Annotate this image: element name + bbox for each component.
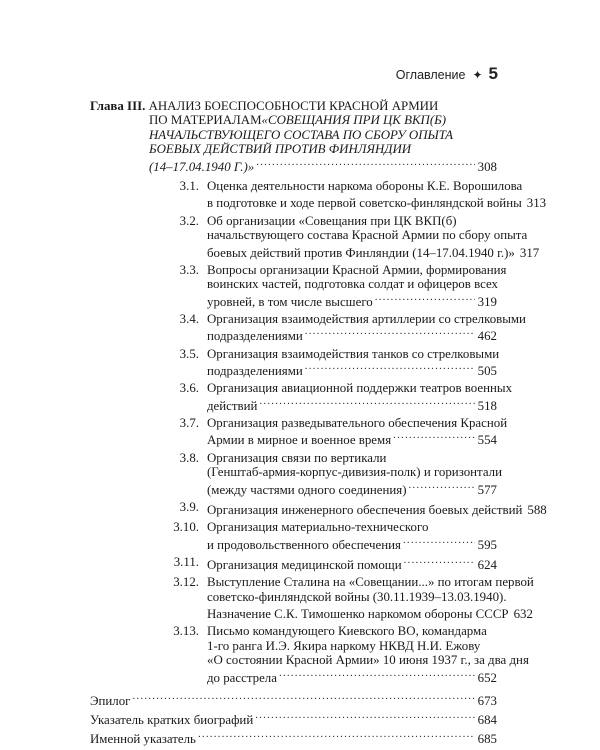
toc-entry[interactable] — [90, 416, 508, 448]
chapter-title-line: НАЧАЛЬСТВУЮЩЕГО СОСТАВА ПО СБОРУ ОПЫТА — [149, 127, 453, 142]
toc-entry[interactable] — [90, 179, 547, 211]
toc-entry[interactable] — [90, 213, 540, 260]
entry-body — [207, 555, 497, 572]
back-matter-page: 685 — [477, 731, 497, 746]
toc-entry[interactable] — [90, 499, 547, 517]
entry-text-line: Армии в мирное и военное время — [207, 433, 392, 448]
back-matter-entry[interactable] — [90, 729, 497, 746]
dot-leader — [403, 537, 475, 551]
dot-leader — [132, 693, 474, 707]
dot-leader — [259, 398, 474, 412]
entry-text-line: Организация инженерного обеспечения боевых действий — [207, 502, 523, 517]
entry-number: 3.7. — [179, 416, 199, 431]
entry-number: 3.4. — [179, 311, 199, 326]
entry-text-line: Письмо командующего Киевского ВО, командарма — [207, 624, 487, 639]
back-matter-page: 673 — [477, 693, 497, 708]
entry-number: 3.8. — [179, 450, 199, 465]
dot-leader — [256, 159, 474, 173]
chapter-title-line: ПО МАТЕРИАЛАМ — [149, 113, 262, 128]
entry-text-line: Выступление Сталина на «Совещании...» по итогам первой — [207, 575, 534, 590]
entry-text-line: Организация взаимодействия артиллерии со стрелковыми — [207, 311, 526, 326]
chapter-title-line: АНАЛИЗ БОЕСПОСОБНОСТИ КРАСНОЙ АРМИИ — [148, 99, 439, 113]
entry-text-line: Об организации «Совещания при ЦК ВКП(б) — [207, 213, 457, 228]
entry-body — [207, 262, 507, 309]
entry-body — [207, 575, 534, 621]
running-head-section: Оглавление — [395, 68, 466, 82]
dot-leader — [305, 328, 475, 342]
entry-text-line: в подготовке и ходе первой советско-финляндской войны — [207, 196, 522, 211]
toc-entry[interactable] — [90, 346, 500, 379]
dot-leader — [305, 363, 475, 377]
entry-page: 577 — [477, 482, 497, 497]
toc-entry[interactable] — [90, 575, 534, 621]
entry-number: 3.10. — [173, 520, 199, 535]
entry-text-line: Оценка деятельности наркома обороны К.Е. Ворошилова — [207, 179, 523, 194]
back-matter-entry[interactable] — [90, 691, 497, 708]
entry-number: 3.12. — [173, 575, 199, 590]
entry-page: 505 — [477, 364, 497, 379]
entry-page: 632 — [513, 606, 533, 621]
dot-leader — [279, 670, 475, 684]
entry-number: 3.5. — [179, 346, 199, 361]
back-matter-label: Указатель кратких биографий — [90, 712, 254, 727]
running-head — [396, 64, 498, 84]
entry-body — [207, 311, 526, 344]
dot-leader — [404, 557, 475, 571]
entry-number: 3.3. — [179, 262, 199, 277]
entry-number: 3.6. — [179, 381, 199, 396]
entry-text-line: действий — [207, 398, 258, 413]
toc-entry[interactable] — [90, 520, 497, 552]
entry-page: 588 — [527, 502, 547, 517]
toc-entry[interactable] — [90, 381, 513, 413]
entry-body — [207, 213, 540, 260]
toc-entry[interactable] — [90, 624, 529, 685]
entry-text-line: Назначение С.К. Тимошенко наркомом обороны СССР — [207, 606, 509, 621]
entry-text-line: советско-финляндской войны (30.11.1939–13.03.1940). — [207, 589, 507, 604]
entry-text-line: Организация разведывательного обеспечения Красной — [207, 416, 508, 431]
toc-entry[interactable] — [90, 450, 503, 497]
entry-body — [207, 450, 503, 497]
entry-body — [207, 520, 497, 552]
table-of-contents — [90, 99, 547, 748]
dot-leader — [393, 432, 475, 446]
toc-entry[interactable] — [90, 262, 507, 309]
entry-text-line: начальствующего состава Красной Армии по сбору опыта — [207, 228, 528, 243]
entry-text-line: Организация авиационной поддержки театров военных — [207, 381, 513, 396]
dot-leader — [408, 482, 474, 496]
chapter-title-line: «СОВЕЩАНИЯ ПРИ ЦК ВКП(Б) — [261, 113, 447, 128]
entry-body — [207, 624, 529, 685]
chapter-page: 308 — [477, 159, 497, 174]
entry-text-line: Организация медицинской помощи — [207, 557, 402, 572]
chapter-label: Глава III. — [90, 99, 146, 113]
entry-text-line: боевых действий против Финляндии (14–17.04.1940 г.)» — [207, 245, 515, 260]
dot-leader — [375, 294, 475, 308]
toc-entry[interactable] — [90, 311, 526, 344]
back-matter-label: Именной указатель — [90, 731, 196, 746]
ornament-separator: ✦ — [472, 68, 483, 82]
entry-text-line: уровней, в том числе высшего — [207, 294, 373, 309]
toc-entry[interactable] — [90, 555, 497, 572]
entry-body — [207, 500, 547, 517]
entry-page: 652 — [477, 670, 497, 685]
entry-number: 3.2. — [179, 213, 199, 228]
entry-page: 518 — [477, 398, 497, 413]
entry-number: 3.11. — [173, 554, 199, 569]
entry-number: 3.13. — [173, 624, 199, 639]
chapter-title-line: (14–17.04.1940 Г.)» — [149, 159, 255, 174]
back-matter-entry[interactable] — [90, 710, 497, 727]
entry-body — [207, 416, 508, 448]
entry-text-line: и продовольственного обеспечения — [207, 537, 401, 552]
entry-text-line: (между частями одного соединения) — [207, 482, 407, 497]
entry-page: 313 — [526, 196, 547, 211]
entry-number: 3.1. — [179, 179, 199, 194]
page-number: 5 — [488, 64, 498, 83]
entry-body — [207, 179, 547, 211]
entry-text-line: до расстрела — [207, 670, 277, 685]
dot-leader — [198, 731, 475, 745]
entry-text-line: (Генштаб-армия-корпус-дивизия-полк) и горизонтали — [207, 465, 503, 480]
entry-text-line: Организация материально-технического — [207, 520, 429, 535]
entry-body — [207, 346, 500, 379]
chapter-entry[interactable] — [90, 99, 497, 174]
back-matter-page: 684 — [477, 712, 497, 727]
entry-page: 624 — [477, 557, 497, 572]
entry-text-line: подразделениями — [207, 329, 303, 344]
dot-leader — [255, 712, 474, 726]
entry-text-line: «О состоянии Красной Армии» 10 июня 1937 г., за два дня — [207, 653, 529, 668]
entry-number: 3.9. — [179, 499, 199, 514]
entry-text-line: подразделениями — [207, 364, 303, 379]
back-matter-label: Эпилог — [90, 693, 131, 708]
entry-page: 319 — [477, 294, 497, 309]
entry-text-line: 1-го ранга И.Э. Якира наркому НКВД Н.И. Ежову — [207, 638, 481, 653]
entry-text-line: Организация взаимодействия танков со стрелковыми — [207, 346, 500, 361]
entry-page: 317 — [519, 245, 540, 260]
entry-page: 595 — [477, 537, 497, 552]
entry-text-line: Вопросы организации Красной Армии, формирования — [207, 262, 507, 277]
entry-page: 462 — [477, 329, 497, 344]
chapter-title-line: БОЕВЫХ ДЕЙСТВИЙ ПРОТИВ ФИНЛЯНДИИ — [149, 142, 412, 157]
entry-page: 554 — [477, 433, 497, 448]
entry-body — [207, 381, 513, 413]
entry-text-line: Организация связи по вертикали — [207, 450, 387, 465]
entry-text-line: воинских частей, подготовка солдат и офицеров всех — [207, 277, 498, 292]
